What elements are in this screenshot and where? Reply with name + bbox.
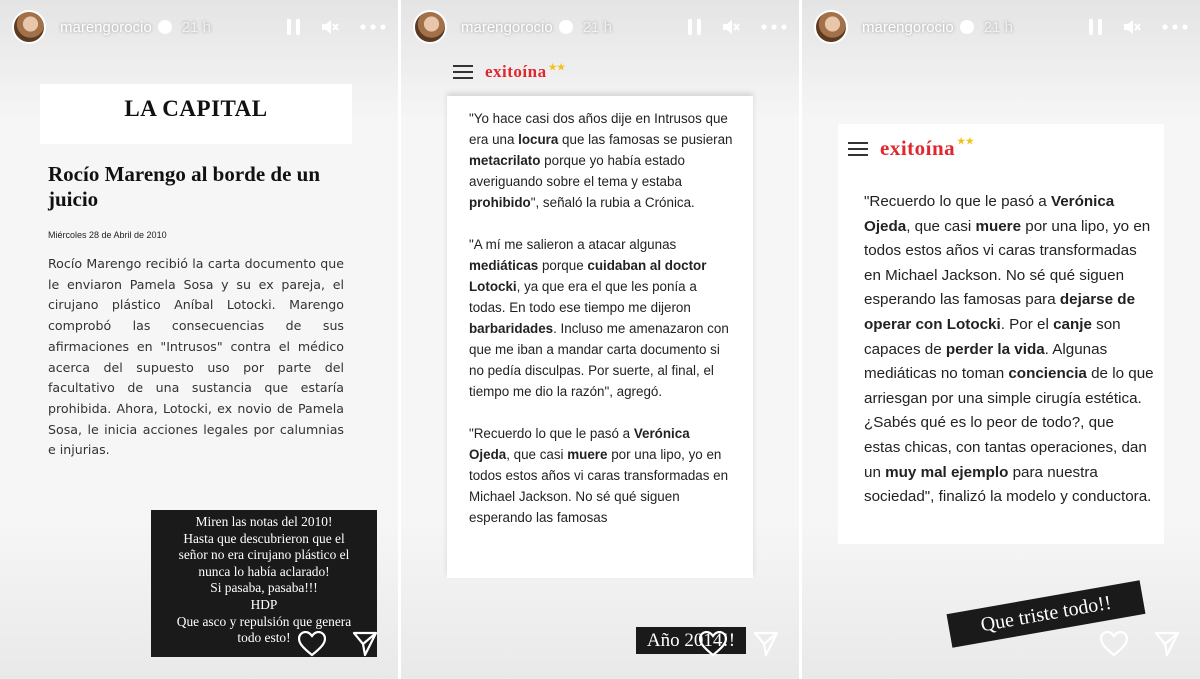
text-run: por una lipo, yo en todos estos años vi caras transformadas en Michael Jackson. No sé qué siguen esperando las famosas para — [864, 217, 1151, 309]
avatar[interactable] — [413, 10, 447, 44]
more-icon[interactable] — [1162, 24, 1188, 30]
mute-icon[interactable] — [721, 18, 741, 36]
post-time: 21 h — [983, 18, 1013, 36]
bold-text: muere — [975, 217, 1022, 235]
article-paragraph — [469, 423, 733, 528]
send-icon[interactable] — [1154, 631, 1180, 657]
text-run: , que casi — [506, 447, 568, 462]
text-run: , que casi — [906, 217, 976, 235]
bold-text: perder la vida — [945, 340, 1045, 358]
verified-icon — [960, 20, 974, 34]
text-run: para nuestra sociedad", finalizó la modelo y conductora. — [864, 463, 1152, 506]
article-date: Miércoles 28 de Abril de 2010 — [48, 230, 167, 240]
send-icon[interactable] — [352, 631, 378, 657]
text-run: son capaces de — [864, 315, 1121, 358]
post-time: 21 h — [582, 18, 612, 36]
heart-icon[interactable] — [1100, 631, 1128, 657]
menu-icon[interactable] — [848, 142, 868, 156]
site-nav — [453, 62, 566, 82]
story-actions — [298, 631, 378, 657]
article-body: Rocío Marengo recibió la carta documento que le enviaron Pamela Sosa y su ex pareja, el cirujano plástico Aníbal Lotocki. Marengo comprobó las consecuencias de sus afirmaciones en "Intrusos" contra el médico acerca del supuesto uso por parte del facultativo de una sustancia que estaría prohibida. Ahora, Lotocki, ex novio de Pamela Sosa, le inicia acciones legales por calumnias e injurias. — [48, 256, 344, 458]
newspaper-logo: LA CAPITAL — [124, 96, 268, 121]
bold-text: canje — [1053, 315, 1092, 333]
article-body — [864, 190, 1154, 531]
story-header — [802, 0, 1200, 54]
sticker-line: señor no era cirujano plástico el — [178, 547, 350, 563]
text-run: "Yo hace casi dos años dije en Intrusos que era una — [469, 111, 728, 147]
mute-icon[interactable] — [320, 18, 340, 36]
bold-text: Verónica Ojeda — [864, 193, 1115, 235]
story-panel-3[interactable] — [802, 0, 1200, 679]
bold-text: mediáticas — [469, 258, 539, 273]
bold-text: prohibido — [469, 195, 531, 210]
sticker-line: Miren las notas del 2010! — [195, 514, 333, 529]
bold-text: metacrilato — [469, 153, 541, 168]
bold-text: conciencia — [1008, 365, 1087, 383]
bold-text: locura — [518, 132, 559, 147]
text-run: "Recuerdo lo que le pasó a — [469, 426, 634, 441]
text-run: "A mí me salieron a atacar algunas — [469, 237, 677, 252]
story-header — [0, 0, 398, 54]
story-panel-1[interactable] — [0, 0, 398, 679]
text-run: ", señaló la rubia a Crónica. — [530, 195, 695, 210]
article-paragraph — [864, 190, 1154, 510]
bold-text: muy mal ejemplo — [885, 463, 1009, 481]
sticker-line: HDP — [250, 596, 278, 612]
send-icon[interactable] — [753, 631, 779, 657]
bold-text: dejarse de operar con Lotocki — [864, 291, 1136, 333]
story-header — [401, 0, 799, 54]
text-run: porque yo había estado averiguando sobre el tema y estaba — [469, 153, 685, 189]
more-icon[interactable] — [761, 24, 787, 30]
text-run: que las famosas se pusieran — [558, 132, 733, 147]
username[interactable]: marengorocio — [461, 18, 553, 36]
verified-icon — [559, 20, 573, 34]
article-paragraph — [469, 234, 733, 402]
text-run: , ya que era el que les ponía a todas. En todo ese tiempo me dijeron — [469, 279, 697, 315]
text-run: "Recuerdo lo que le pasó a — [864, 193, 1051, 210]
sticker-line: Hasta que descubrieron que el — [183, 530, 345, 546]
article-card — [447, 96, 753, 578]
article-card — [40, 148, 352, 488]
sticker-line: todo esto! — [237, 630, 291, 646]
text-sticker: Año 2014!! — [636, 627, 746, 654]
text-run: de lo que arriesgan por una simple cirugía estética. ¿Sabés qué es lo peor de todo?, que estas chicas, con tantas operaciones, dan un — [864, 365, 1154, 481]
story-panel-2[interactable] — [401, 0, 799, 679]
heart-icon[interactable] — [699, 631, 727, 657]
text-run: porque — [538, 258, 588, 273]
sticker-line: nunca lo había aclarado! — [198, 563, 330, 579]
more-icon[interactable] — [360, 24, 386, 30]
text-sticker: Que triste todo!! — [947, 580, 1146, 648]
newspaper-masthead — [40, 84, 352, 144]
story-actions — [1100, 631, 1180, 657]
avatar[interactable] — [12, 10, 46, 44]
text-run: . Incluso me amenazaron con que me iban a mandar carta documento si no pedía disculpas. Por suerte, al final, el tiempo me dio la razón", agregó. — [469, 321, 729, 399]
verified-icon — [158, 20, 172, 34]
post-time: 21 h — [181, 18, 211, 36]
bold-text: muere — [567, 447, 608, 462]
article-headline: Rocío Marengo al borde de un juicio — [48, 162, 321, 211]
avatar[interactable] — [814, 10, 848, 44]
sticker-line: Si pasaba, pasaba!!! — [210, 580, 318, 596]
text-run: . Algunas mediáticas no toman — [864, 340, 1108, 383]
bold-text: Verónica Ojeda — [469, 426, 690, 462]
story-actions — [699, 631, 779, 657]
article-paragraph — [469, 108, 733, 213]
article-card — [838, 124, 1164, 544]
site-logo: exitoína ★★ — [485, 62, 566, 81]
pause-icon[interactable] — [287, 19, 300, 35]
pause-icon[interactable] — [1089, 19, 1102, 35]
site-nav — [848, 136, 974, 161]
bold-text: barbaridades — [469, 321, 554, 336]
username[interactable]: marengorocio — [60, 18, 152, 36]
mute-icon[interactable] — [1122, 18, 1142, 36]
bold-text: cuidaban al doctor Lotocki — [469, 258, 707, 294]
text-run: por una lipo, yo en todos estos años vi caras transformadas en Michael Jackson. No sé qué siguen esperando las famosas — [469, 447, 729, 525]
article-body — [447, 96, 753, 528]
heart-icon[interactable] — [298, 631, 326, 657]
sticker-line: Que asco y repulsión que genera — [176, 613, 352, 629]
text-run: . Por el — [1000, 315, 1054, 333]
pause-icon[interactable] — [688, 19, 701, 35]
username[interactable]: marengorocio — [862, 18, 954, 36]
menu-icon[interactable] — [453, 65, 473, 79]
site-logo: exitoína ★★ — [880, 136, 975, 160]
